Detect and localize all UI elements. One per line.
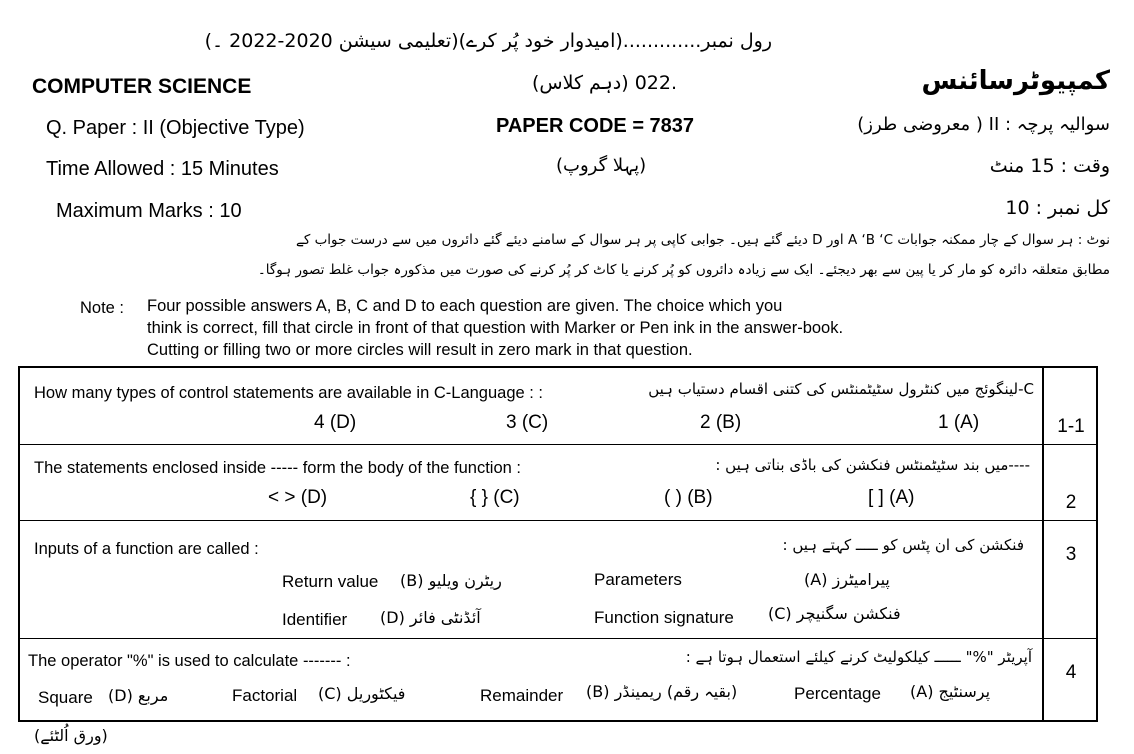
note-urdu-line-1: نوٹ : ہر سوال کے چار ممکنہ جوابات A ‘B ‘C اور D دیئے گئے ہیں۔ جوابی کاپی پر ہر سوال کے سامنے دیئے گئے دائروں میں سے درست جواب کے	[295, 232, 1110, 248]
time-allowed-urdu: وقت : 15 منٹ	[989, 155, 1110, 177]
option-a-english: Parameters	[594, 570, 682, 589]
note-english-line-1: Four possible answers A, B, C and D to each question are given. The choice which you	[147, 297, 783, 315]
question-text-english: How many types of control statements are available in C-Language : :	[34, 384, 544, 402]
subject-title-urdu: کمپیوٹرسائنس	[921, 66, 1110, 96]
note-urdu-line-2: مطابق متعلقہ دائرہ کو مار کر یا پین سے بھر دیجئے۔ ایک سے زیادہ دائروں کو پُر کرنے یا کاٹ کر پُر کرنے کی صورت میں مذکورہ جواب غلط تصور ہوگا۔	[257, 262, 1110, 278]
option-b: 2 (B)	[700, 412, 742, 433]
paper-type-english: Q. Paper : II (Objective Type)	[46, 117, 305, 139]
option-d: 4 (D)	[314, 412, 357, 433]
question-number: 4	[1065, 662, 1077, 683]
question-row	[20, 368, 1040, 444]
option-b-urdu: ریٹرن ویلیو (B)	[400, 571, 502, 590]
option-c: 3 (C)	[506, 412, 549, 433]
option-a: 1 (A)	[938, 412, 980, 433]
class-line: .022 (دہم کلاس)	[532, 72, 678, 94]
note-english-line-2: think is correct, fill that circle in front of that question with Marker or Pen ink in the answer-book.	[147, 319, 844, 337]
roll-number-line: رول نمبر.............(امیدوار خود پُر کرے)(تعلیمی سیشن 2020-2022 ۔)	[204, 30, 772, 52]
paper-code: PAPER CODE = 7837	[496, 115, 695, 137]
option-c-english: Factorial	[232, 686, 298, 705]
maximum-marks-urdu: کل نمبر : 10	[1005, 197, 1110, 219]
question-row	[20, 444, 1040, 520]
question-text-urdu: C-لینگوئج میں کنٹرول سٹیٹمنٹس کی کتنی اقسام دستیاب ہیں	[648, 380, 1034, 398]
maximum-marks-english: Maximum Marks : 10	[56, 200, 242, 222]
option-c-urdu: فیکٹوریل (C)	[318, 684, 406, 703]
question-row	[20, 520, 1040, 638]
option-c-english: Function signature	[594, 608, 734, 627]
option-a-urdu: پیرامیٹرز (A)	[804, 570, 890, 589]
question-text-english: The statements enclosed inside ----- form the body of the function :	[34, 459, 521, 477]
question-number: 1-1	[1057, 416, 1085, 437]
option-d-english: Identifier	[282, 610, 348, 629]
note-english-line-3: Cutting or filling two or more circles will result in zero mark in that question.	[147, 341, 693, 359]
question-text-english: Inputs of a function are called :	[34, 540, 259, 558]
subject-title-english: COMPUTER SCIENCE	[32, 75, 252, 98]
option-b-english: Return value	[282, 572, 379, 591]
option-c-urdu: فنکشن سگنیچر (C)	[768, 604, 901, 623]
question-text-urdu: فنکشن کی ان پٹس کو ـــــ کہتے ہیں :	[782, 536, 1024, 554]
turn-over-label: (ورق اُلٹئے)	[34, 726, 108, 745]
note-english-label: Note :	[80, 299, 125, 317]
option-d: < > (D)	[268, 487, 328, 508]
option-a: [ ] (A)	[868, 487, 915, 508]
option-b: ( ) (B)	[664, 487, 713, 508]
question-number: 3	[1065, 544, 1077, 565]
option-a-urdu: پرسنٹیج (A)	[910, 682, 991, 701]
question-number: 2	[1065, 492, 1077, 513]
questions-table	[18, 366, 1098, 722]
option-b-urdu: (بقیہ رقم) ریمینڈر (B)	[586, 682, 738, 701]
question-text-urdu: آپریٹر "%" ــــــ کیلکولیٹ کرنے کیلئے استعمال ہوتا ہے :	[685, 648, 1032, 666]
group-label: (پہلا گروپ)	[556, 155, 647, 176]
option-a-english: Percentage	[794, 684, 881, 703]
question-text-english: The operator "%" is used to calculate ------- :	[28, 652, 351, 670]
option-b-english: Remainder	[480, 686, 564, 705]
time-allowed-english: Time Allowed : 15 Minutes	[46, 158, 279, 180]
option-d-urdu: آئڈنٹی فائر (D)	[380, 608, 481, 627]
question-text-urdu: ----میں بند سٹیٹمنٹس فنکشن کی باڈی بناتی ہیں :	[715, 456, 1030, 474]
option-d-english: Square	[38, 688, 93, 707]
paper-type-urdu: سوالیہ پرچہ : II ( معروضی طرز)	[857, 114, 1110, 135]
option-c: { } (C)	[470, 487, 520, 508]
question-row	[20, 638, 1040, 722]
option-d-urdu: مربع (D)	[108, 686, 169, 705]
